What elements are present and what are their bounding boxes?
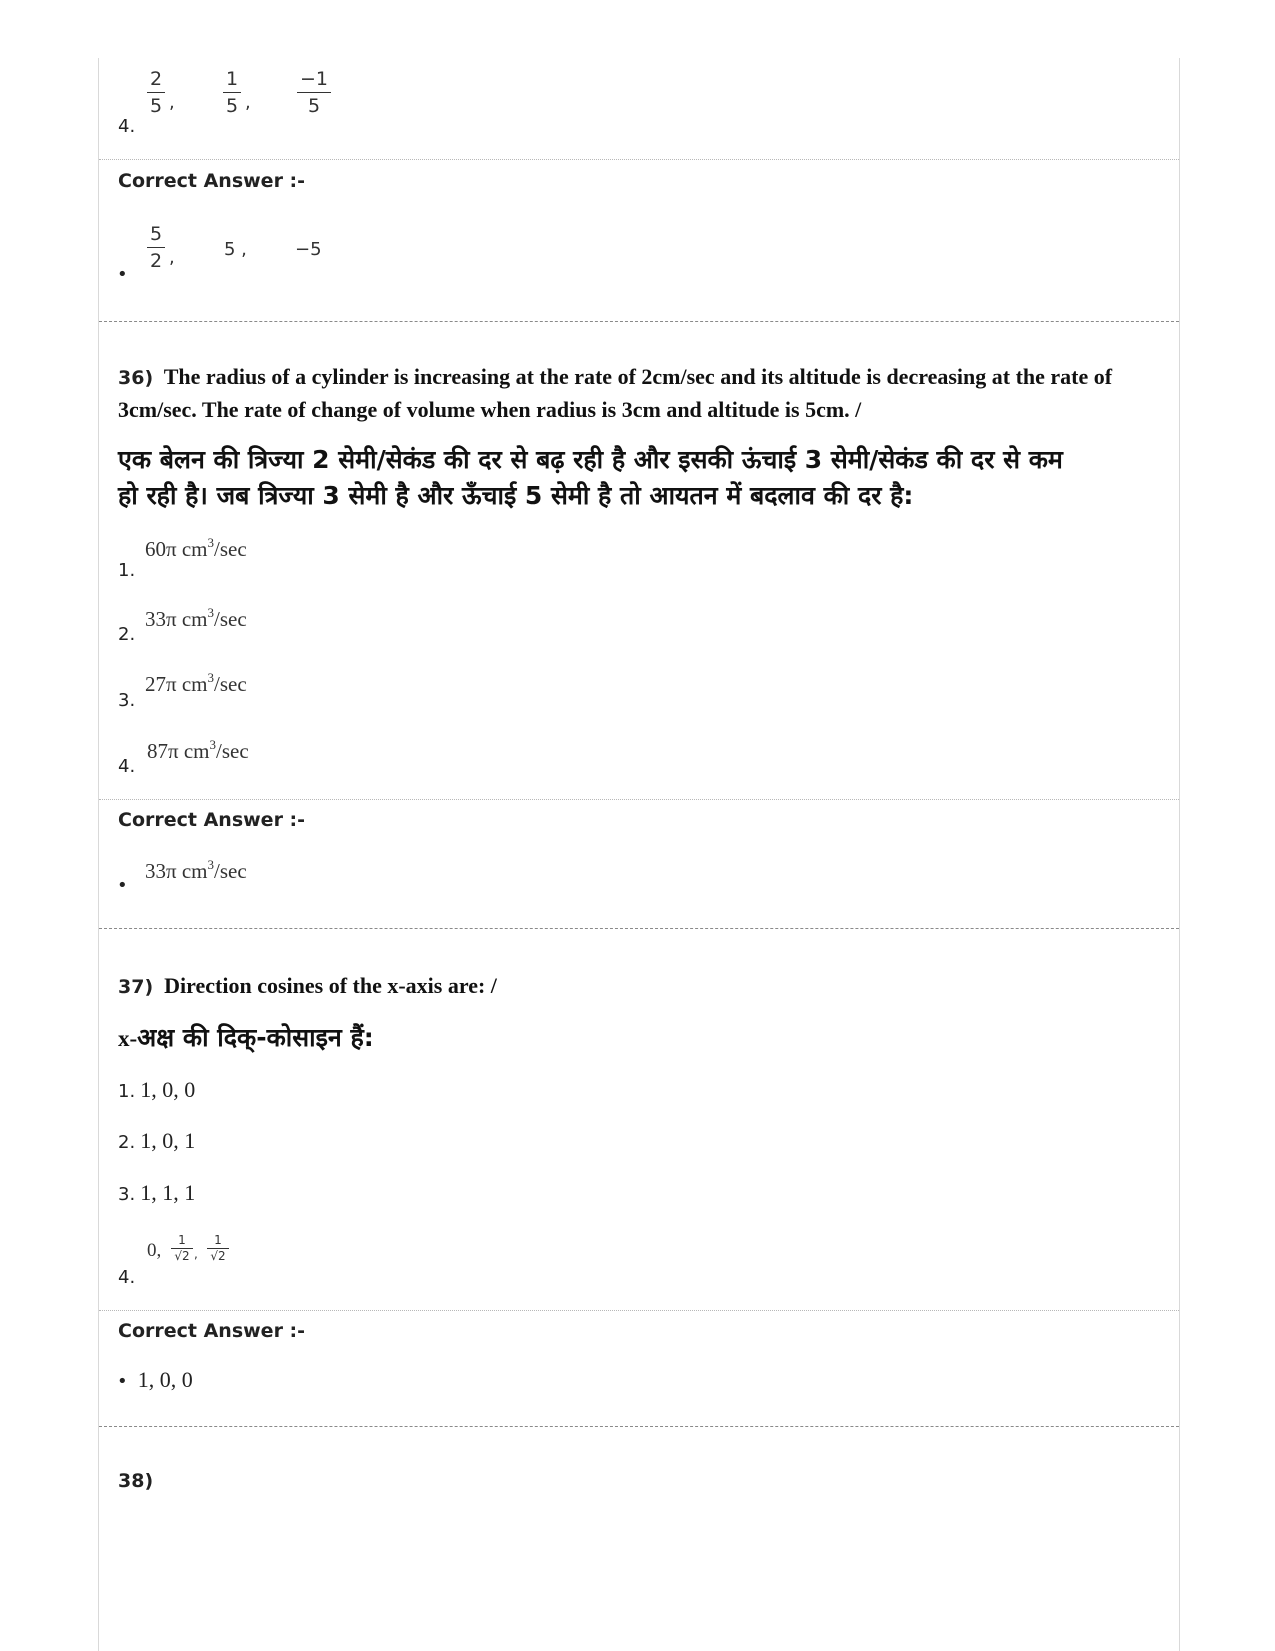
question-text-hi: x-अक्ष की दिक्-कोसाइन हैं: [118, 1023, 374, 1052]
question-text-en: 36) The radius of a cylinder is increasing at the rate of 2cm/sec and its altitude is decreasing at the rate of 3cm/sec. The rate of change of volume when radius is 3cm and altitude is 5cm. / [118, 364, 1113, 422]
option-number: 1. [118, 560, 136, 581]
option-3-value: 27π $cm^3/\sec$ [145, 670, 247, 696]
question-separator [99, 928, 1179, 929]
correct-answer-value: 33π $cm^3/\sec$ [145, 857, 247, 883]
divider [99, 799, 1179, 800]
option-2: 2. 1, 0, 1 [118, 1128, 196, 1153]
correct-answer-label: Correct Answer :- [118, 809, 306, 831]
question-number: 36) [118, 367, 154, 389]
fraction-1-root2: 1 √2 [207, 1234, 229, 1263]
fraction-5-2: 5 2 [147, 223, 165, 272]
correct-answer-label: Correct Answer :- [118, 1320, 306, 1342]
correct-value: −5 [295, 239, 322, 260]
question-number: 38) [118, 1470, 154, 1492]
fraction-1-root2: 1 √2 [171, 1234, 193, 1263]
option-number: 4. [118, 1267, 136, 1288]
option-number: 4. [118, 116, 136, 137]
correct-answer-label: Correct Answer :- [118, 170, 306, 192]
bullet: • [117, 875, 128, 896]
option-number: 3. [118, 690, 136, 711]
fraction-1-5: 1 5 [223, 68, 241, 117]
option-number: 2. [118, 624, 136, 645]
option-2-value: 33π $cm^3/\sec$ [145, 605, 247, 631]
fraction-neg1-5: −1 5 [297, 68, 331, 117]
divider [99, 159, 1179, 160]
question-separator [99, 321, 1179, 322]
divider [99, 1310, 1179, 1311]
option-4-value: 87π $cm^3/\sec$ [147, 737, 249, 763]
comma: , [245, 92, 251, 113]
option-4-lead: 0, [147, 1240, 162, 1261]
comma: , [169, 247, 175, 268]
question-text-hi: एक बेलन की त्रिज्या 2 सेमी/सेकंड की दर से बढ़ रही है और इसकी ऊंचाई 3 सेमी/सेकंड की दर से कम हो रही है। जब त्रिज्या 3 सेमी है और ऊँचाई 5 सेमी है तो आयतन में बदलाव की दर है: [118, 445, 1063, 510]
comma: , [194, 1247, 198, 1261]
correct-answer-value: • 1, 0, 0 [117, 1367, 193, 1392]
bullet: • [117, 264, 128, 285]
option-1-value: 60π $cm^3/\sec$ [145, 535, 247, 561]
question-36 [118, 361, 1118, 426]
option-1: 1. 1, 0, 0 [118, 1077, 196, 1102]
comma: , [169, 92, 175, 113]
question-number: 37) [118, 976, 154, 998]
correct-value: 5 , [224, 239, 247, 260]
question-separator [99, 1426, 1179, 1427]
question-sheet [98, 58, 1180, 1651]
fraction-2-5: 2 5 [147, 68, 165, 117]
option-3: 3. 1, 1, 1 [118, 1180, 196, 1205]
question-37 [118, 970, 1118, 1003]
question-text-en: Direction cosines of the x-axis are: / [164, 973, 497, 998]
option-number: 4. [118, 756, 136, 777]
